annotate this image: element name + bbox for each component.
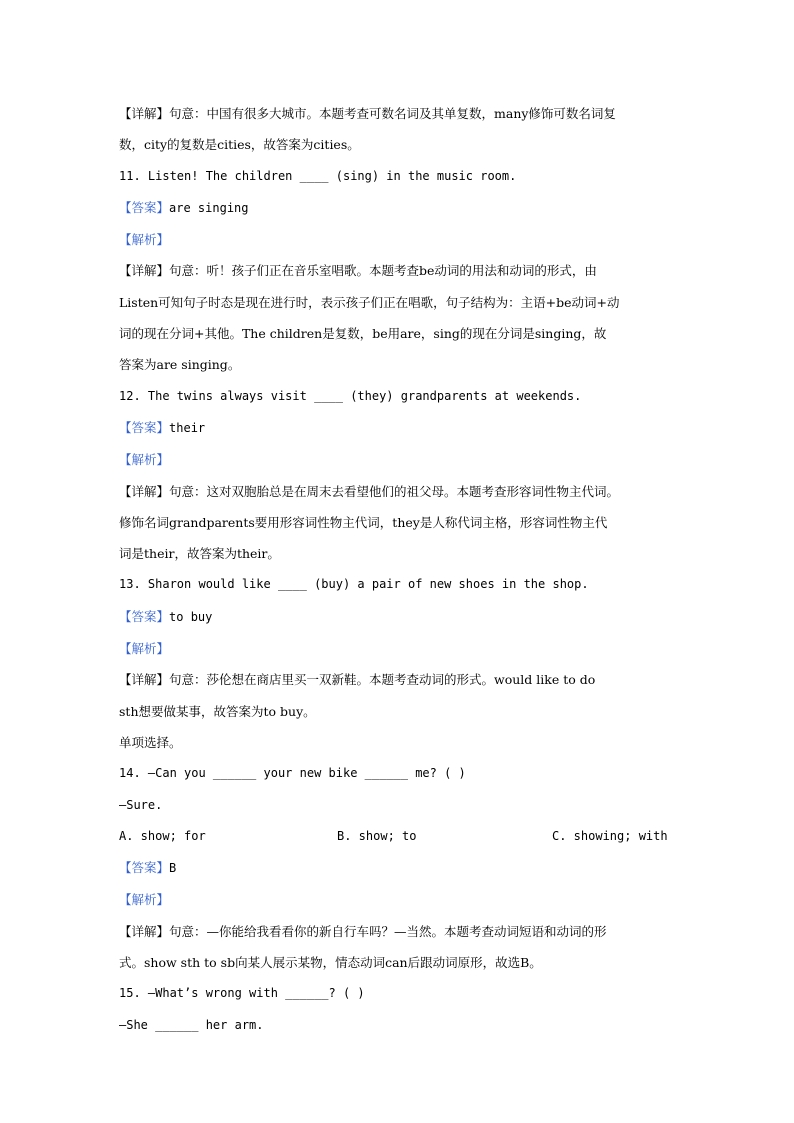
analysis-tag: 【解析】 [119, 452, 170, 468]
q10-detail-line-2: 数，city的复数是cities，故答案为cities。 [119, 137, 360, 153]
question-14-line-2: —Sure. [119, 797, 163, 812]
detail-tag: 【详解】 [119, 923, 170, 939]
option-b: B. show; to [337, 828, 417, 843]
detail-text: 句意：听！孩子们正在音乐室唱歌。本题考查be动词的用法和动词的形式，由 [169, 263, 597, 279]
q11-detail-line-3: 词的现在分词+其他。The children是复数，be用are，sing的现在分词是singing，故 [119, 326, 607, 342]
q14-analysis-line [119, 884, 679, 915]
answer-tag: 【答案】 [119, 199, 170, 215]
question-14-line-1: 14. —Can you ______ your new bike ______ me? ( ) [119, 766, 466, 781]
detail-text: 句意：中国有很多大城市。本题考查可数名词及其单复数，many修饰可数名词复 [169, 106, 616, 121]
q11-detail-line-1 [119, 255, 679, 286]
q13-answer-line [119, 601, 679, 633]
q10-detail-line-1 [119, 98, 679, 129]
q11-analysis-line [119, 224, 679, 255]
question-14-options [119, 821, 679, 852]
detail-tag: 【详解】 [119, 263, 170, 279]
q12-analysis-line [119, 444, 679, 475]
question-15-line-2: —She ______ her arm. [119, 1017, 264, 1032]
analysis-tag: 【解析】 [119, 892, 170, 908]
q12-detail-line-3: 词是their，故答案为their。 [119, 546, 280, 562]
answer-text: to buy [169, 609, 213, 624]
option-c: C. showing; with [552, 828, 668, 843]
detail-text: 句意：莎伦想在商店里买一双新鞋。本题考查动词的形式。would like to do [169, 672, 596, 688]
question-15-line-1: 15. —What’s wrong with ______? ( ) [119, 986, 365, 1001]
answer-tag: 【答案】 [119, 608, 170, 624]
answer-text: are singing [169, 200, 249, 215]
q11-detail-line-4: 答案为are singing。 [119, 357, 241, 373]
q14-detail-line-2: 式。show sth to sb向某人展示某物，情态动词can后跟动词原形，故选B。 [119, 955, 542, 971]
q13-analysis-line [119, 633, 679, 664]
q12-detail-line-2: 修饰名词grandparents要用形容词性物主代词，they是人称代词主格，形容词性物主代 [119, 514, 608, 530]
question-13: 13. Sharon would like ____ (buy) a pair of new shoes in the shop. [119, 577, 589, 592]
option-a: A. show; for [119, 828, 206, 843]
section-heading: 单项选择。 [119, 734, 182, 750]
q12-detail-line-1 [119, 476, 679, 507]
answer-tag: 【答案】 [119, 860, 170, 876]
analysis-tag: 【解析】 [119, 641, 170, 657]
detail-text: 句意：—你能给我看看你的新自行车吗？—当然。本题考查动词短语和动词的形 [169, 923, 607, 939]
q14-answer-line [119, 852, 679, 884]
answer-tag: 【答案】 [119, 419, 170, 435]
detail-tag: 【详解】 [119, 672, 170, 688]
q11-detail-line-2: Listen可知句子时态是现在进行时，表示孩子们正在唱歌，句子结构为：主语+be动词+动 [119, 294, 620, 310]
analysis-tag: 【解析】 [119, 232, 170, 248]
detail-text: 句意：这对双胞胎总是在周末去看望他们的祖父母。本题考查形容词性物主代词。 [169, 483, 620, 499]
q14-detail-line-1 [119, 916, 679, 947]
detail-tag: 【详解】 [119, 483, 170, 499]
document-page [119, 98, 679, 1041]
q13-detail-line-2: sth想要做某事，故答案为to buy。 [119, 703, 316, 719]
q11-answer-line [119, 192, 679, 224]
question-11: 11. Listen! The children ____ (sing) in the music room. [119, 168, 517, 183]
detail-tag: 【详解】 [119, 106, 170, 121]
q12-answer-line [119, 412, 679, 444]
answer-text: B [169, 861, 177, 876]
q13-detail-line-1 [119, 664, 679, 695]
answer-text: their [169, 420, 206, 435]
question-12: 12. The twins always visit ____ (they) grandparents at weekends. [119, 388, 582, 403]
